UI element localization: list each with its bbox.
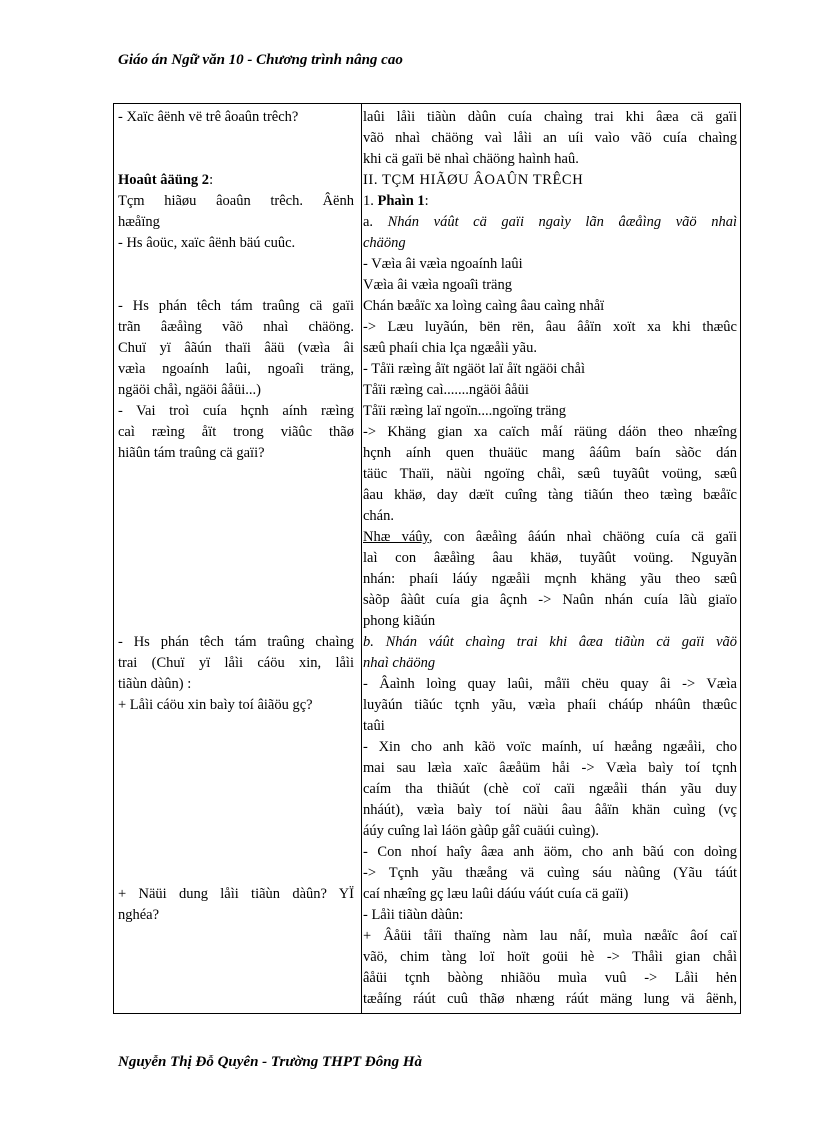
left-line: hæåïng (118, 214, 160, 230)
left-line: nghéa? (118, 907, 160, 923)
part-heading: 1. Phaìn 1: (363, 193, 429, 209)
right-line: Chán bæåïc xa loìng caìng âau caìng nhåï (363, 298, 605, 314)
right-line: taûi (363, 718, 385, 734)
left-line: Tçm hiãøu âoaûn trêch. Âënh (118, 193, 354, 209)
right-line: - Væìa âi væìa ngoaính laûi (363, 256, 523, 272)
page-footer: Nguyễn Thị Đỗ Quyên - Trường THPT Đông Hà (118, 1054, 422, 1070)
page-header: Giáo án Ngữ văn 10 - Chương trình nâng cao (118, 52, 403, 68)
conclusion-line: Nhæ váûy, con âæåìng âáún nhaì chäöng cuía cä gaïi (363, 529, 738, 545)
right-line: laì con âæåìng âau khäø, tuyãût voüng. Nguyãn (363, 550, 737, 566)
right-line: tæåíng ráút cuû thãø nhæng ráút mäng lung vä âënh, (363, 991, 737, 1007)
right-line: täüc Thaïi, näùi ngoïng chåì, sæû tuyãût voüng, sæû (363, 466, 737, 482)
right-line: -> Tçnh yãu thæång vä cuìng sáu nàûng (Yãu táút (363, 865, 737, 881)
right-line: Tåïi ræìng caì.......ngäöi âåüi (363, 382, 529, 398)
left-line: - Hs âoüc, xaïc âënh bäú cuûc. (118, 235, 296, 251)
right-line: + Âåüi tåïi thaïng nàm lau nåí, muìa næåïc âoí caï (363, 928, 737, 944)
right-line: - Âaình loìng quay laûi, måïi chëu quay âi -> Væìa (363, 676, 737, 692)
right-line: -> Khäng gian xa caïch måí räüng dáön theo nhæîng (363, 424, 737, 440)
right-line: Væìa âi væìa ngoaîi träng (363, 277, 512, 293)
right-line: laûi låìi tiãùn dàûn cuía chaìng trai khi âæa cä gaïi (363, 109, 737, 125)
right-line: nhán: phaíi láúy ngæåìi mçnh khäng yãu theo sæû (363, 571, 737, 587)
subheading: a. Nhán váût cä gaïi ngaìy lãn âæåìng vãö nhaì (363, 214, 737, 230)
right-line: sæû phaíi chia lça ngæåìi yãu. (363, 340, 537, 356)
subheading: chäöng (363, 235, 406, 251)
right-line: luyãún tiãúc tçnh yãu, væìa phaíi cháúp nháûn thæûc (363, 697, 737, 713)
left-line: + Låìi cáöu xin baìy toí âiãöu gç? (118, 697, 313, 713)
column-divider (361, 104, 362, 1013)
left-line: - Xaïc âënh vë trê âoaûn trêch? (118, 109, 299, 125)
right-line: sàõp âàût cuía gia âçnh -> Naûn nhán cuía lãù giaïo (363, 592, 737, 608)
right-line: mai sau læìa xaïc âæåüm håi -> Væìa baìy toí tçnh (363, 760, 737, 776)
left-line: tiãùn dàûn) : (118, 676, 192, 692)
left-line: Chuï yï âãún thaïi âäü (væìa âi (118, 340, 354, 356)
right-line: - Xin cho anh kãö voïc maính, uí hæång ngæåìi, cho (363, 739, 737, 755)
right-line: chán. (363, 508, 394, 524)
left-line: caì ræìng åït trong viãûc thãø (118, 424, 354, 440)
right-line: áúy cuîng laì láön gàûp gåî cuäúi cuìng). (363, 823, 599, 839)
right-line: - Tåïi ræìng åït ngäöt laï åït ngäöi chåì (363, 361, 586, 377)
right-line: âåüi tçnh bàòng nhiãöu muìa vuû -> Låìi hẻn (363, 970, 737, 986)
right-line: vãö nhaì chäöng vaì låìi an uíi vaìo vãö cuía chaìng (363, 130, 737, 146)
left-line: hiãûn tám traûng cä gaïi? (118, 445, 265, 461)
right-line: hçnh aính quen thuäüc mang âáûm baín sàõc dán (363, 445, 737, 461)
left-line: væìa ngoaính laûi, ngoaîi träng, (118, 361, 354, 377)
left-line: + Näüi dung låìi tiãùn dàûn? YÏ (118, 886, 354, 902)
left-line: ngäöi chåì, ngäöi âåüi...) (118, 382, 261, 398)
right-line: caí nhæîng gç læu laûi dáúu váút cuía cä gaïi) (363, 886, 629, 902)
right-line: khi cä gaïi bë nhaì chäöng haình haû. (363, 151, 579, 167)
right-line: - Låìi tiãùn dàûn: (363, 907, 464, 923)
right-line: - Con nhoí haîy âæa anh äöm, cho anh bãú con doìng (363, 844, 737, 860)
right-line: vãö, chim tàng loï hoït goüi hè -> Thåìi gian chåì (363, 949, 737, 965)
right-line: Tåïi ræìng laï ngoïn....ngoïng träng (363, 403, 566, 419)
left-line: trai (Chuï yï låìi cáöu xin, låìi (118, 655, 354, 671)
subheading: nhaì chäöng (363, 655, 436, 671)
left-line: - Hs phán têch tám traûng chaìng (118, 634, 354, 650)
right-line: âau khäø, day dæït cuîng tàng tiãún theo tæìng bæåïc (363, 487, 737, 503)
right-line: phong kiãún (363, 613, 436, 629)
right-line: -> Læu luyãún, bën rën, âau âåïn xoït xa khi thæûc (363, 319, 737, 335)
subheading: b. Nhán váût chaìng trai khi âæa tiãùn cä gaïi vãö (363, 634, 737, 650)
left-line: trãn âæåìng vãö nhaì chäöng. (118, 319, 354, 335)
left-line: - Vai troì cuía hçnh aính ræìng (118, 403, 354, 419)
section-heading: II. TÇM HIÃØU ÂOAÛN TRÊCH (363, 172, 584, 188)
activity-heading: Hoaût âäüng 2: (118, 172, 214, 188)
left-line: - Hs phán têch tám traûng cä gaïi (118, 298, 354, 314)
right-line: nháút), væìa baìy toí näùi âau âåïn khän cuìng (vç (363, 802, 737, 818)
right-line: caím tha thiãút (chè coï caïi ngæåìi thán yãu duy (363, 781, 737, 797)
lesson-table (113, 103, 741, 1014)
